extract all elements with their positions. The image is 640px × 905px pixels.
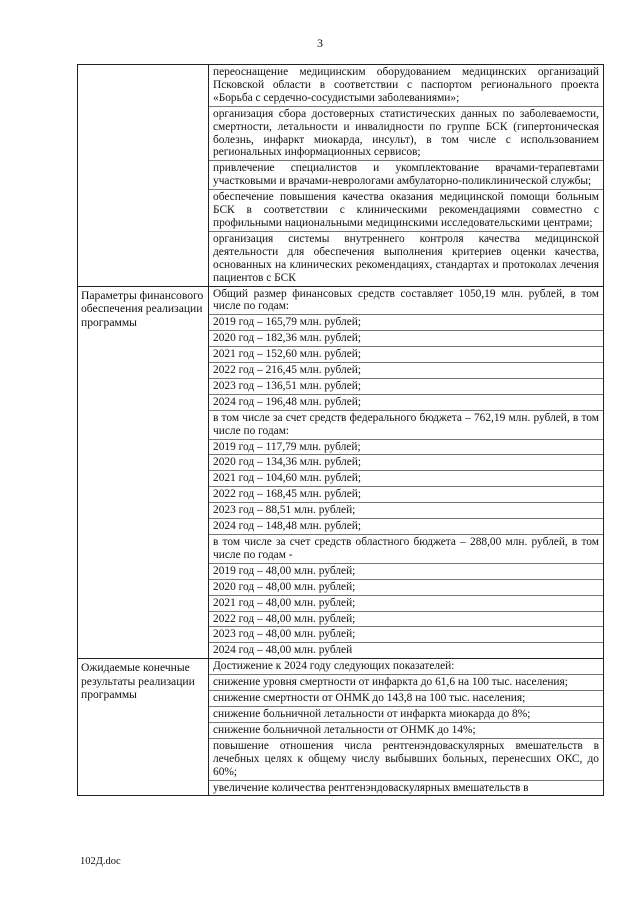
list-item: 2023 год – 88,51 млн. рублей; xyxy=(209,503,603,519)
file-name-footer: 102Д.doc xyxy=(80,856,121,867)
row-content xyxy=(209,286,604,659)
list-item: переоснащение медицинским оборудованием медицинских организаций Псковской области в соответствии с паспортом регионального проекта «Борьба с сердечно-сосудистыми заболеваниями»; xyxy=(209,65,603,107)
table-row xyxy=(78,65,604,287)
table-row xyxy=(78,659,604,796)
list-item: 2022 год – 48,00 млн. рублей; xyxy=(209,612,603,628)
list-item: Общий размер финансовых средств составляет 1050,19 млн. рублей, в том числе по годам: xyxy=(209,287,603,316)
list-item: снижение смертности от ОНМК до 143,8 на 100 тыс. населения; xyxy=(209,691,603,707)
list-item: 2019 год – 117,79 млн. рублей; xyxy=(209,440,603,456)
list-item: в том числе за счет средств областного бюджета – 288,00 млн. рублей, в том числе по годам - xyxy=(209,535,603,564)
list-item: в том числе за счет средств федерального бюджета – 762,19 млн. рублей, в том числе по годам: xyxy=(209,411,603,440)
list-item: увеличение количества рентгенэндоваскулярных вмешательств в xyxy=(213,781,529,794)
list-item: 2020 год – 48,00 млн. рублей; xyxy=(209,580,603,596)
list-item: 2024 год – 196,48 млн. рублей; xyxy=(209,395,603,411)
list-item: повышение отношения числа рентгенэндоваскулярных вмешательств в лечебных целях к общему числу выбывших больных, перенесших ОКС, до 60%; xyxy=(209,739,603,781)
list-item: 2021 год – 104,60 млн. рублей; xyxy=(209,471,603,487)
row-label: Ожидаемые конечные результаты реализации программы xyxy=(78,659,209,796)
list-item: 2023 год – 136,51 млн. рублей; xyxy=(209,379,603,395)
list-item: снижение уровня смертности от инфаркта до 61,6 на 100 тыс. населения; xyxy=(209,675,603,691)
table-row xyxy=(78,286,604,659)
list-item: 2021 год – 152,60 млн. рублей; xyxy=(209,347,603,363)
list-item: организация системы внутреннего контроля качества медицинской деятельности для обеспечения выполнения критериев оценки качества, основанных на клинических рекомендациях, стандартах и протоколах лечения пациентов с БСК xyxy=(213,232,599,284)
page-number: 3 xyxy=(317,36,323,50)
list-item: привлечение специалистов и укомплектование врачами-терапевтами участковыми и врачами-неврологами амбулаторно-поликлинической службы; xyxy=(209,161,603,190)
list-item: 2022 год – 168,45 млн. рублей; xyxy=(209,487,603,503)
program-passport-table xyxy=(77,64,604,796)
list-item: 2020 год – 182,36 млн. рублей; xyxy=(209,331,603,347)
list-item: снижение больничной летальности от ОНМК до 14%; xyxy=(209,723,603,739)
list-item: 2020 год – 134,36 млн. рублей; xyxy=(209,455,603,471)
list-item: 2024 год – 148,48 млн. рублей; xyxy=(209,519,603,535)
list-item: снижение больничной летальности от инфаркта миокарда до 8%; xyxy=(209,707,603,723)
list-item: обеспечение повышения качества оказания медицинской помощи больным БСК в соответствии с клиническими рекомендациями совместно с профильными национальными медицинскими исследовательскими центрами; xyxy=(209,190,603,232)
list-item: Достижение к 2024 году следующих показателей: xyxy=(209,659,603,675)
list-item: 2021 год – 48,00 млн. рублей; xyxy=(209,596,603,612)
list-item: 2024 год – 48,00 млн. рублей xyxy=(213,644,353,657)
row-content xyxy=(209,659,604,796)
list-item: 2023 год – 48,00 млн. рублей; xyxy=(209,627,603,643)
list-item: 2022 год – 216,45 млн. рублей; xyxy=(209,363,603,379)
list-item: 2019 год – 165,79 млн. рублей; xyxy=(209,315,603,331)
row-label xyxy=(78,65,209,287)
row-label: Параметры финансового обеспечения реализации программы xyxy=(78,286,209,659)
row-content xyxy=(209,65,604,287)
list-item: организация сбора достоверных статистических данных по заболеваемости, смертности, летальности и инвалидности по группе БСК (гипертоническая болезнь, инфаркт миокарда, инсульт), в том числе с использованием региональных информационных сервисов; xyxy=(209,107,603,162)
list-item: 2019 год – 48,00 млн. рублей; xyxy=(209,564,603,580)
